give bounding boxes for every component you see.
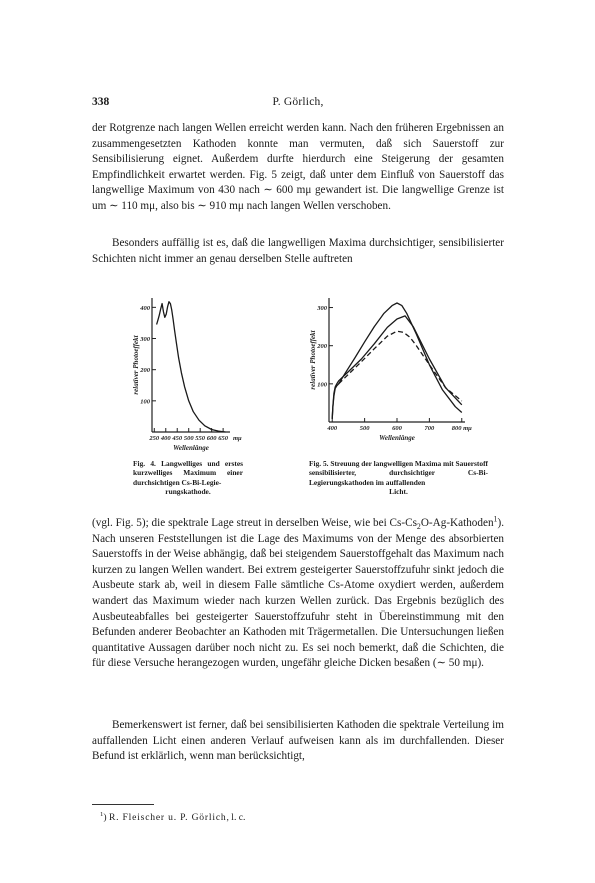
paragraph-3-part-a: (vgl. Fig. 5); die spektrale Lage streut in derselben Weise, wie bei Cs-Cs — [92, 517, 417, 529]
fig4-x-tick-label: 600 — [206, 435, 217, 442]
paragraph-2: Besonders auffällig ist es, daß die langwelligen Maxima durchsichtiger, sensibilisierter Schichten nicht immer an genau derselben Stelle auftreten — [92, 237, 504, 265]
fig4-x-tick-label: 650 — [218, 435, 228, 442]
footnote-rule — [92, 804, 154, 805]
fig4-x-tick-label: 500 — [183, 435, 194, 442]
fig5-x-tick-label: 700 — [424, 425, 435, 432]
footnote-mark: 1 — [100, 810, 104, 818]
footnote-ref: , l. c. — [226, 812, 246, 823]
fig5-x-tick-label: 500 — [359, 425, 370, 432]
fig5-x-axis-label: Wellenlänge — [379, 434, 415, 442]
fig4-y-tick-label: 200 — [140, 367, 150, 375]
running-head-author: P. Görlich, — [272, 96, 324, 108]
fig5-y-tick-label: 300 — [317, 305, 327, 313]
footnote-reference[interactable]: 1 — [493, 514, 498, 524]
figure-4-caption-last-line: rungskathode. — [165, 486, 211, 496]
fig5-y-tick-label: 200 — [317, 343, 327, 351]
fig4-x-tick-label: 550 — [195, 435, 206, 442]
paragraph-3-part-c: ). Nach unseren Feststellungen ist die Lage des Maximums von der Menge des absorbierten Sauerstoffs in der Weise abhängig, daß bei steigendem Sauerstoffgehalt das Maximum nach kurzen zu langen Wellen wandert. Bei extrem gesteigerter Sauerstoffzufuhr sinkt jedoch die Ausbeute stark ab, weil in diesem Falle sämtliche Cs-Atome oxydiert werden, außerdem wandert das Maximum wieder nach kurzen Wellen zurück. Das Ergebnis bezüglich des Ausbeuteabfalles bei gesteigerter Sauerstoffzufuhr steht in Übereinstimmung mit den Befunden anderer Beobachter an Kathoden mit Trägermetallen. Die Untersuchungen ließen quantitative Aussagen darüber noch nicht zu. Es sei noch bemerkt, daß die Schichten, die für diese Versuche herangezogen wurden, ungefähr gleiche Dicken besaßen (∼ 50 mμ). — [92, 517, 504, 670]
paragraph-3 — [92, 516, 504, 672]
figure-5-caption-last-line: Licht. — [389, 486, 408, 496]
fig4-x-axis-label: Wellenlänge — [173, 444, 209, 452]
fig5-y-tick-label: 100 — [317, 381, 327, 389]
fig5-series-1-line — [332, 303, 462, 419]
fig4-x-tick-label: 400 — [160, 435, 171, 442]
figure-4-caption-text: Fig. 4. Langwelliges und erstes kurzwelliges Maximum einer durchsichtigen Cs-Bi-Legie- — [133, 459, 243, 487]
subscript-2: 2 — [416, 522, 421, 532]
fig5-x-tick-label: 600 — [392, 425, 402, 432]
footnote: $^1$) R. Fleischer u. P. Görlich, l. c. — [100, 810, 246, 823]
fig4-y-tick-label: 300 — [140, 336, 150, 344]
fig5-x-tick-label: 400 — [327, 425, 338, 432]
fig4-x-tick-label: 450 — [172, 435, 183, 442]
figure-4-caption — [133, 459, 243, 496]
figure-5-caption — [309, 459, 488, 496]
page-header — [92, 96, 504, 112]
fig5-x-tick-label: 800 mμ — [451, 425, 472, 432]
fig4-y-axis-label: relativer Photoeffekt — [132, 335, 140, 395]
figure-5-caption-text: Fig. 5. Streuung der langwelligen Maxima mit Sauerstoff sensibilisierter, durchsichtiger Cs-Bi-Legierungskathoden im auffallenden — [309, 459, 488, 487]
paragraph-1: der Rotgrenze nach langen Wellen erreicht werden kann. Nach den früheren Ergebnissen an zusammengesetzten Kathoden konnte man vermuten, daß sich Sauerstoff zur Sensibilisierung eignet. Außerdem durfte hierdurch eine Steigerung der gesamten Empfindlichkeit erwartet werden. Fig. 5 zeigt, daß unter dem Einfluß von Sauerstoff das langwellige Maximum von 430 nach ∼ 600 mμ gewandert ist. Die langwellige Grenze ist um ∼ 110 mμ, also bis ∼ 910 mμ nach langen Wellen verschoben. — [92, 122, 504, 212]
paragraph-3-part-b: O-Ag-Kathoden — [420, 517, 494, 529]
paragraph-4: Bemerkenswert ist ferner, daß bei sensibilisierten Kathoden die spektrale Verteilung im auffallenden Licht einen anderen Verlauf aufweisen kann als im durchfallenden. Dieser Befund ist erklärlich, wenn man berücksichtigt, — [92, 719, 504, 763]
footnote-authors: R. Fleischer u. P. Görlich — [108, 812, 227, 823]
figure-4-chart — [130, 292, 250, 452]
fig4-series-1-line — [157, 302, 226, 432]
fig4-y-tick-label: 100 — [140, 398, 150, 406]
fig5-series-2-line — [332, 316, 462, 419]
fig4-x-tick-label: 250 — [149, 435, 160, 442]
fig4-y-tick-label: 400 — [140, 304, 150, 312]
page-number: 338 — [92, 96, 110, 108]
figure-5-chart — [305, 292, 495, 452]
fig4-x-unit-label: mμ — [233, 435, 242, 442]
fig5-y-axis-label: relativer Photoeffekt — [309, 330, 317, 390]
